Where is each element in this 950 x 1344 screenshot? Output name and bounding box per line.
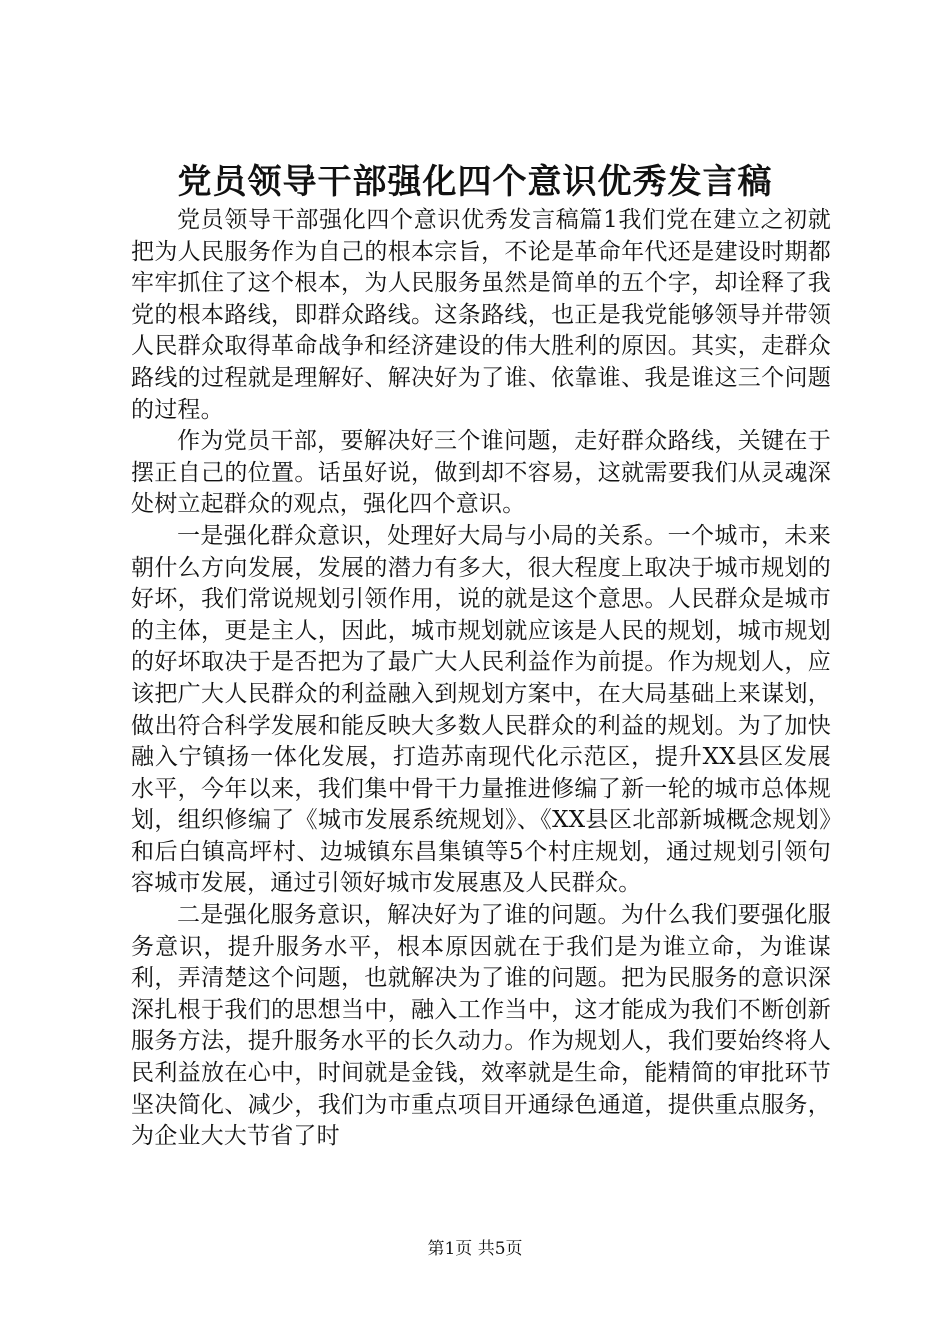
document-body [131,205,831,1153]
paragraph-2: 作为党员干部，要解决好三个谁问题，走好群众路线，关键在于摆正自己的位置。话虽好说，做到却不容易，这就需要我们从灵魂深处树立起群众的观点，强化四个意识。 [131,428,831,518]
paragraph-4: 二是强化服务意识，解决好为了谁的问题。为什么我们要强化服务意识，提升服务水平，根本原因就在于我们是为谁立命，为谁谋利，弄清楚这个问题，也就解决为了谁的问题。把为民服务的意识深深扎根于我们的思想当中，融入工作当中，这才能成为我们不断创新服务方法，提升服务水平的长久动力。作为规划人，我们要始终将人民利益放在心中，时间就是金钱，效率就是生命，能精简的审批环节坚决简化、减少，我们为市重点项目开通绿色通道，提供重点服务，为企业大大节省了时 [131,902,831,1150]
document-title: 党员领导干部强化四个意识优秀发言稿 [177,162,773,202]
paragraph-3: 一是强化群众意识，处理好大局与小局的关系。一个城市，未来朝什么方向发展，发展的潜力有多大，很大程度上取决于城市规划的好坏，我们常说规划引领作用，说的就是这个意思。人民群众是城市的主体，更是主人，因此，城市规划就应该是人民的规划，城市规划的好坏取决于是否把为了最广大人民利益作为前提。作为规划人，应该把广大人民群众的利益融入到规划方案中，在大局基础上来谋划，做出符合科学发展和能反映大多数人民群众的利益的规划。为了加快融入宁镇扬一体化发展，打造苏南现代化示范区，提升XX县区发展水平，今年以来，我们集中骨干力量推进修编了新一轮的城市总体规划，组织修编了《城市发展系统规划》、《XX县区北部新城概念规划》和后白镇高坪村、边城镇东昌集镇等5个村庄规划，通过规划引领句容城市发展，通过引领好城市发展惠及人民群众。 [131,522,831,897]
paragraph-1: 党员领导干部强化四个意识优秀发言稿篇1我们党在建立之初就把为人民服务作为自己的根本宗旨，不论是革命年代还是建设时期都牢牢抓住了这个根本，为人民服务虽然是简单的五个字，却诠释了我党的根本路线，即群众路线。这条路线，也正是我党能够领导并带领人民群众取得革命战争和经济建设的伟大胜利的原因。其实，走群众路线的过程就是理解好、解决好为了谁、依靠谁、我是谁这三个问题的过程。 [131,207,831,423]
page-number-footer: 第1页 共5页 [427,1239,523,1259]
